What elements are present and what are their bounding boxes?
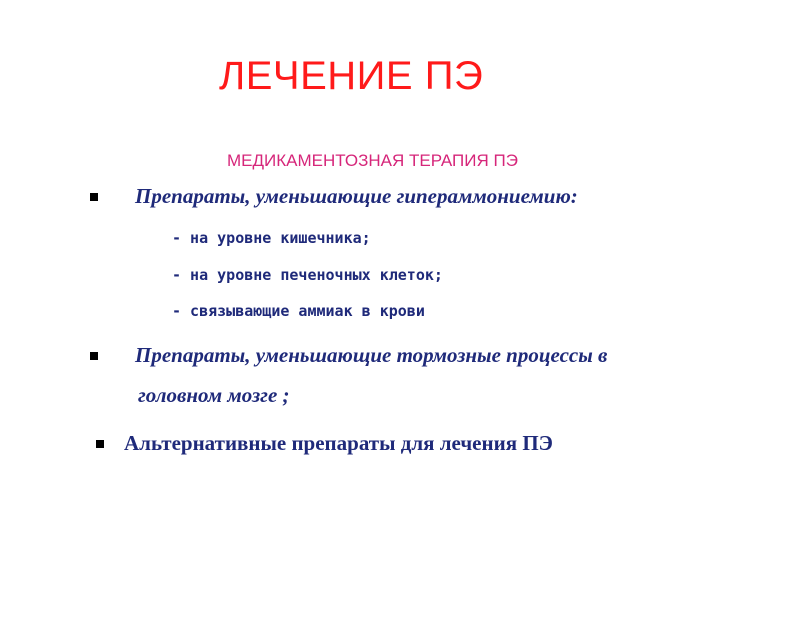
bullet-marker-3 xyxy=(96,440,104,448)
bullet-item-inhibitory-line2: головном мозге ; xyxy=(138,383,290,407)
bullet-item-hyperammonemia: Препараты, уменьшающие гипераммониемию: xyxy=(135,184,578,208)
bullet-marker-1 xyxy=(90,193,98,201)
bullet-item-inhibitory-line1: Препараты, уменьшающие тормозные процессы в xyxy=(135,343,608,367)
bullet-marker-2 xyxy=(90,352,98,360)
slide-title: ЛЕЧЕНИЕ ПЭ xyxy=(219,54,484,98)
sub-item-liver-cells: - на уровне печеночных клеток; xyxy=(172,266,443,284)
sub-item-intestine: - на уровне кишечника; xyxy=(172,229,371,247)
sub-item-ammonia-binding: - связывающие аммиак в крови xyxy=(172,302,425,320)
slide-subtitle: МЕДИКАМЕНТОЗНАЯ ТЕРАПИЯ ПЭ xyxy=(227,151,518,170)
bullet-item-alternative: Альтернативные препараты для лечения ПЭ xyxy=(124,431,553,455)
